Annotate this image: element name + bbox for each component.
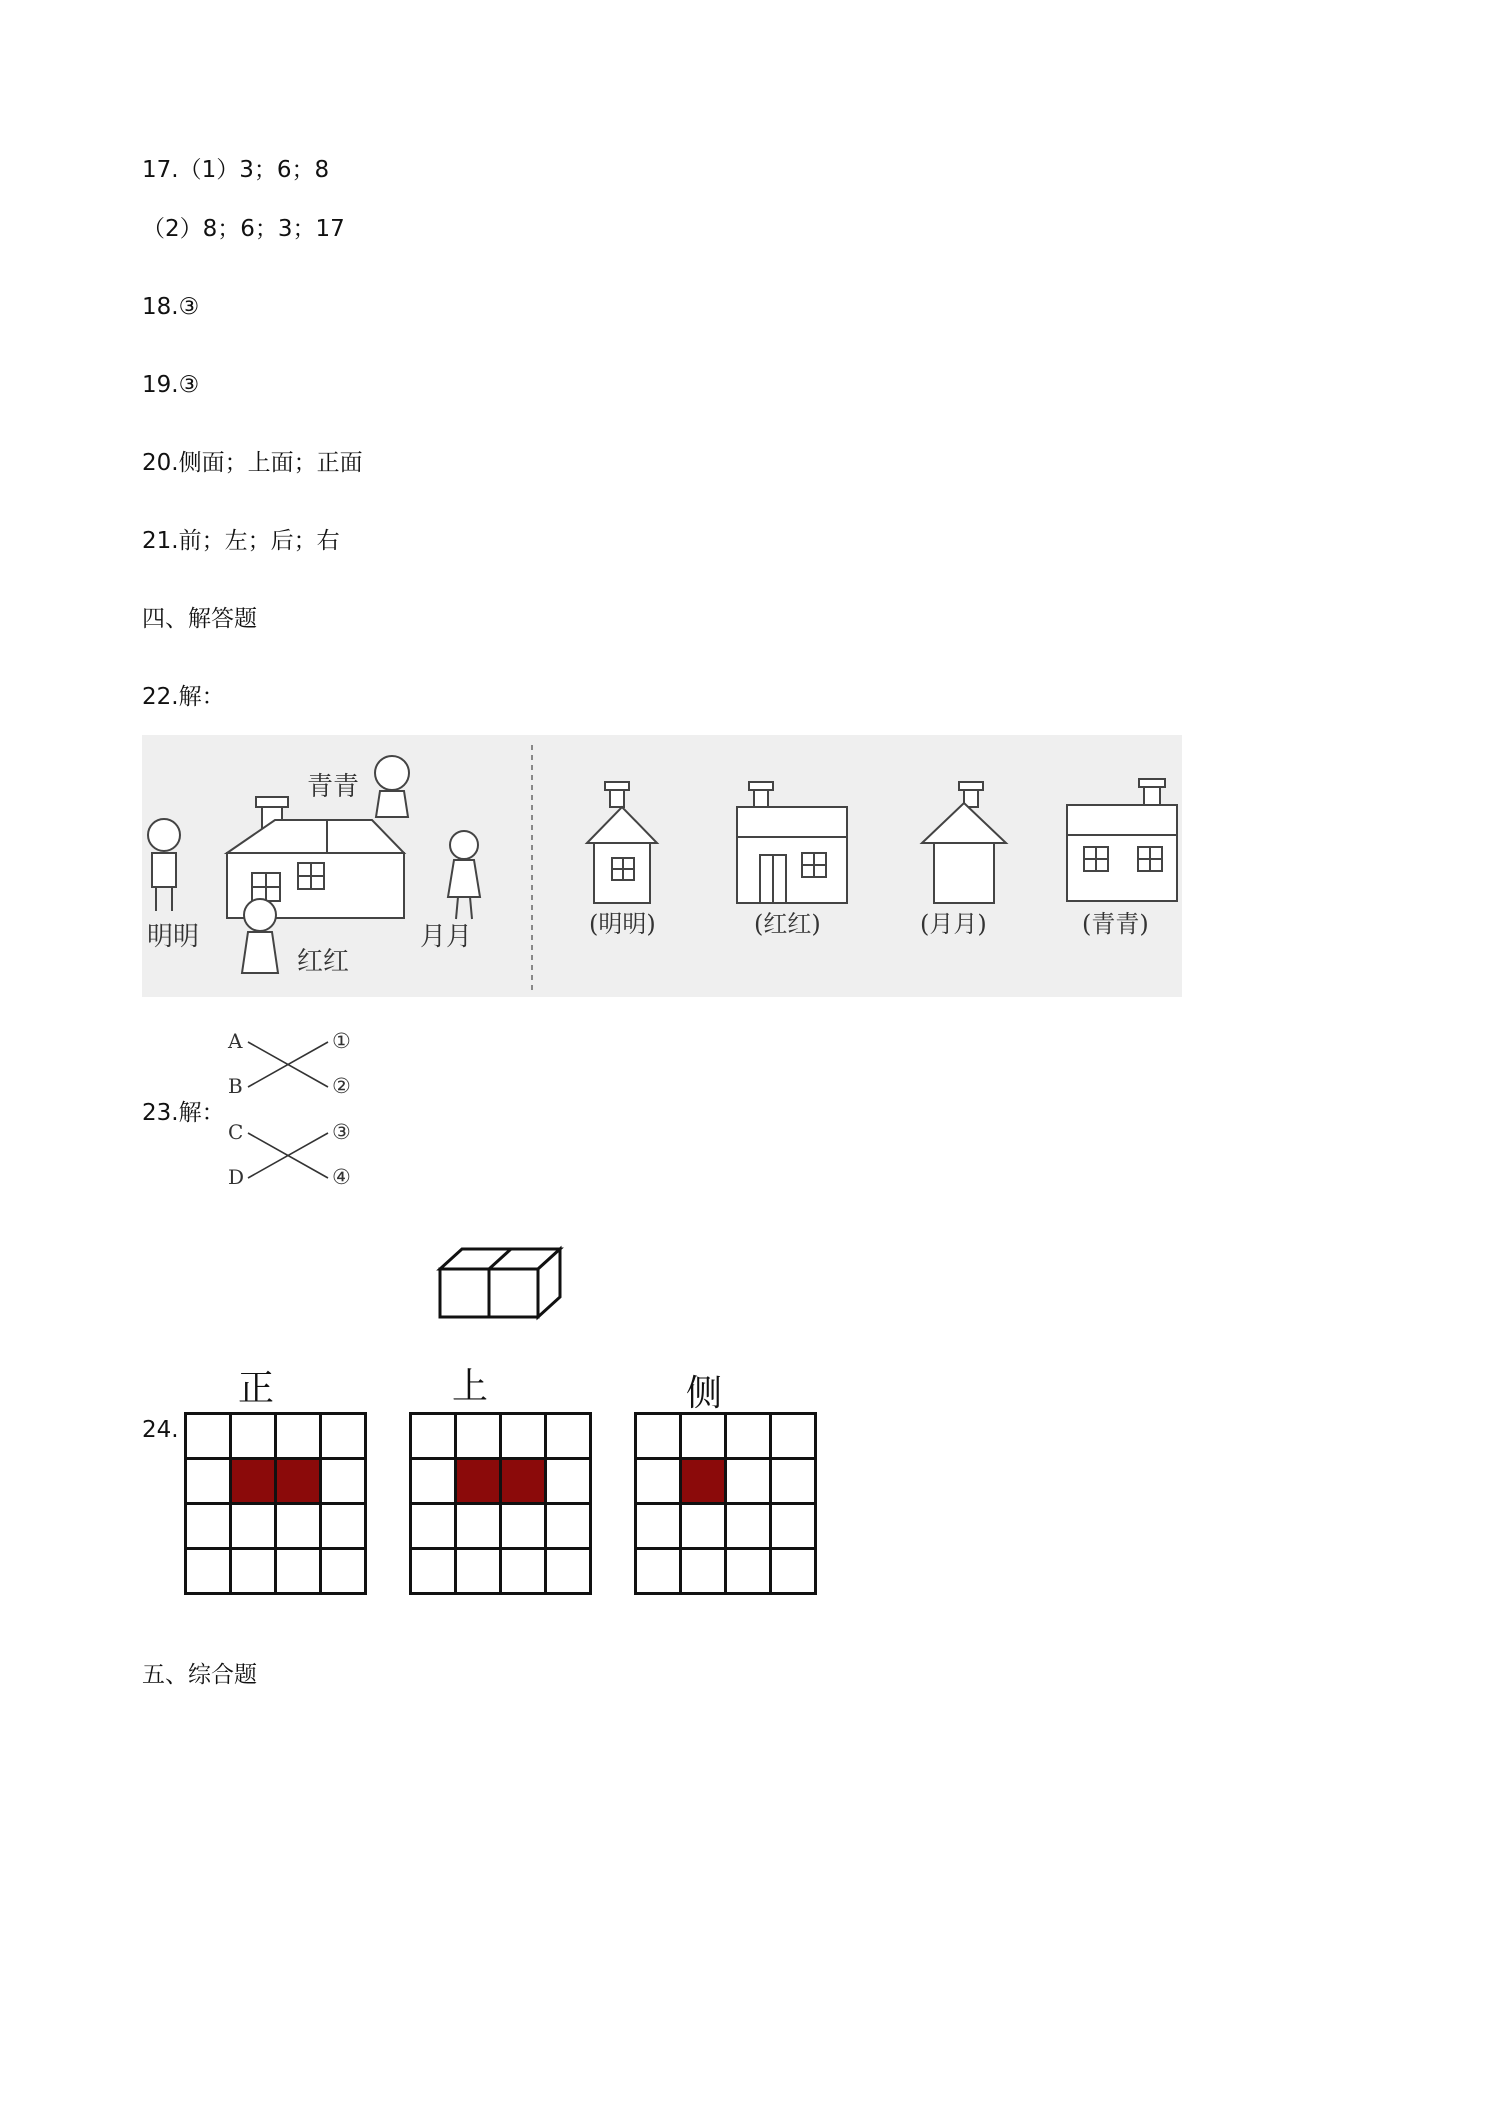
grid-cell	[322, 1505, 367, 1550]
grid-cell	[772, 1460, 817, 1505]
grid-cell	[502, 1415, 547, 1460]
grid-cell	[727, 1505, 772, 1550]
label-mingming-name: 明明	[147, 922, 200, 952]
grid-cell	[502, 1550, 547, 1595]
grid-cell	[727, 1460, 772, 1505]
grid-cell-filled	[502, 1460, 547, 1505]
grid-cell	[637, 1505, 682, 1550]
figure-24-solid	[436, 1245, 566, 1325]
grid-cell	[547, 1415, 592, 1460]
match-left-d: D	[228, 1165, 245, 1189]
grid-cell	[547, 1550, 592, 1595]
grid-cell	[457, 1415, 502, 1460]
grid-cell	[232, 1415, 277, 1460]
grid-cell	[232, 1550, 277, 1595]
answer-23-label: 23.解：	[142, 1100, 225, 1126]
match-right-1: ①	[332, 1029, 351, 1053]
view-label-mingming: (明明)	[589, 910, 656, 938]
grid-cell	[682, 1550, 727, 1595]
grid-cell	[637, 1415, 682, 1460]
grid-cell	[682, 1415, 727, 1460]
label-hongHong-name: 红红	[297, 947, 350, 977]
grid-cell-filled	[457, 1460, 502, 1505]
figure-23-matching	[220, 1025, 370, 1215]
kid-qingqing-figure	[375, 756, 409, 817]
grid-cell	[277, 1415, 322, 1460]
view-label-yueyue: (月月)	[920, 910, 987, 938]
label-yueyue-name: 月月	[420, 922, 473, 952]
grid-cell	[772, 1550, 817, 1595]
answer-21: 21.前；左；后；右	[142, 528, 340, 554]
grid-title-top: 上	[452, 1366, 489, 1407]
grid-cell	[727, 1550, 772, 1595]
match-right-2: ②	[332, 1074, 351, 1098]
grid-cell	[277, 1505, 322, 1550]
grid-cell	[547, 1460, 592, 1505]
grid-cell	[412, 1505, 457, 1550]
answer-24-label: 24.	[142, 1417, 179, 1443]
match-right-4: ④	[332, 1165, 351, 1189]
grid-cell	[412, 1550, 457, 1595]
grid-cell	[187, 1415, 232, 1460]
grid-cell	[322, 1415, 367, 1460]
grid-cell	[187, 1505, 232, 1550]
grid-cell	[412, 1460, 457, 1505]
answer-19: 19.③	[142, 372, 200, 398]
grid-cell-filled	[232, 1460, 277, 1505]
match-lines	[248, 1042, 328, 1178]
answer-20: 20.侧面；上面；正面	[142, 450, 363, 476]
grid-cell-filled	[682, 1460, 727, 1505]
grid-title-side: 侧	[686, 1373, 723, 1414]
answer-17-part1: 17.（1）3；6；8	[142, 157, 330, 183]
figure-24-solid-svg	[436, 1245, 566, 1325]
view-label-hongHong: (红红)	[754, 910, 821, 938]
grid-cell-filled	[277, 1460, 322, 1505]
match-left-a: A	[228, 1029, 243, 1053]
figure-22-house-views	[142, 735, 1182, 997]
grid-cell	[502, 1505, 547, 1550]
grid-title-front: 正	[238, 1368, 275, 1409]
section-4-heading: 四、解答题	[142, 606, 257, 632]
grid-cell	[637, 1460, 682, 1505]
grid-cell	[772, 1505, 817, 1550]
grid-cell	[232, 1505, 277, 1550]
view-label-qingqing: (青青)	[1082, 910, 1149, 938]
grid-cell	[727, 1415, 772, 1460]
grid-cell	[457, 1505, 502, 1550]
grid-cell	[187, 1550, 232, 1595]
section-5-heading: 五、综合题	[142, 1662, 257, 1688]
grid-top	[409, 1412, 592, 1595]
match-right-3: ③	[332, 1120, 351, 1144]
match-left-b: B	[228, 1074, 243, 1098]
answer-18: 18.③	[142, 294, 200, 320]
match-left-c: C	[228, 1120, 244, 1144]
grid-front	[184, 1412, 367, 1595]
grid-cell	[772, 1415, 817, 1460]
grid-cell	[322, 1460, 367, 1505]
grid-cell	[322, 1550, 367, 1595]
grid-side	[634, 1412, 817, 1595]
label-qingqing-name: 青青	[307, 772, 360, 802]
answer-17-part2: （2）8；6；3；17	[142, 216, 345, 242]
grid-cell	[637, 1550, 682, 1595]
kid-hongHong-figure	[242, 899, 278, 973]
grid-cell	[277, 1550, 322, 1595]
grid-cell	[457, 1550, 502, 1595]
grid-cell	[547, 1505, 592, 1550]
grid-cell	[682, 1505, 727, 1550]
grid-cell	[412, 1415, 457, 1460]
grid-cell	[187, 1460, 232, 1505]
answer-22-label: 22.解：	[142, 684, 225, 710]
figure-23-svg	[220, 1025, 370, 1215]
figure-22-svg	[142, 735, 1182, 997]
